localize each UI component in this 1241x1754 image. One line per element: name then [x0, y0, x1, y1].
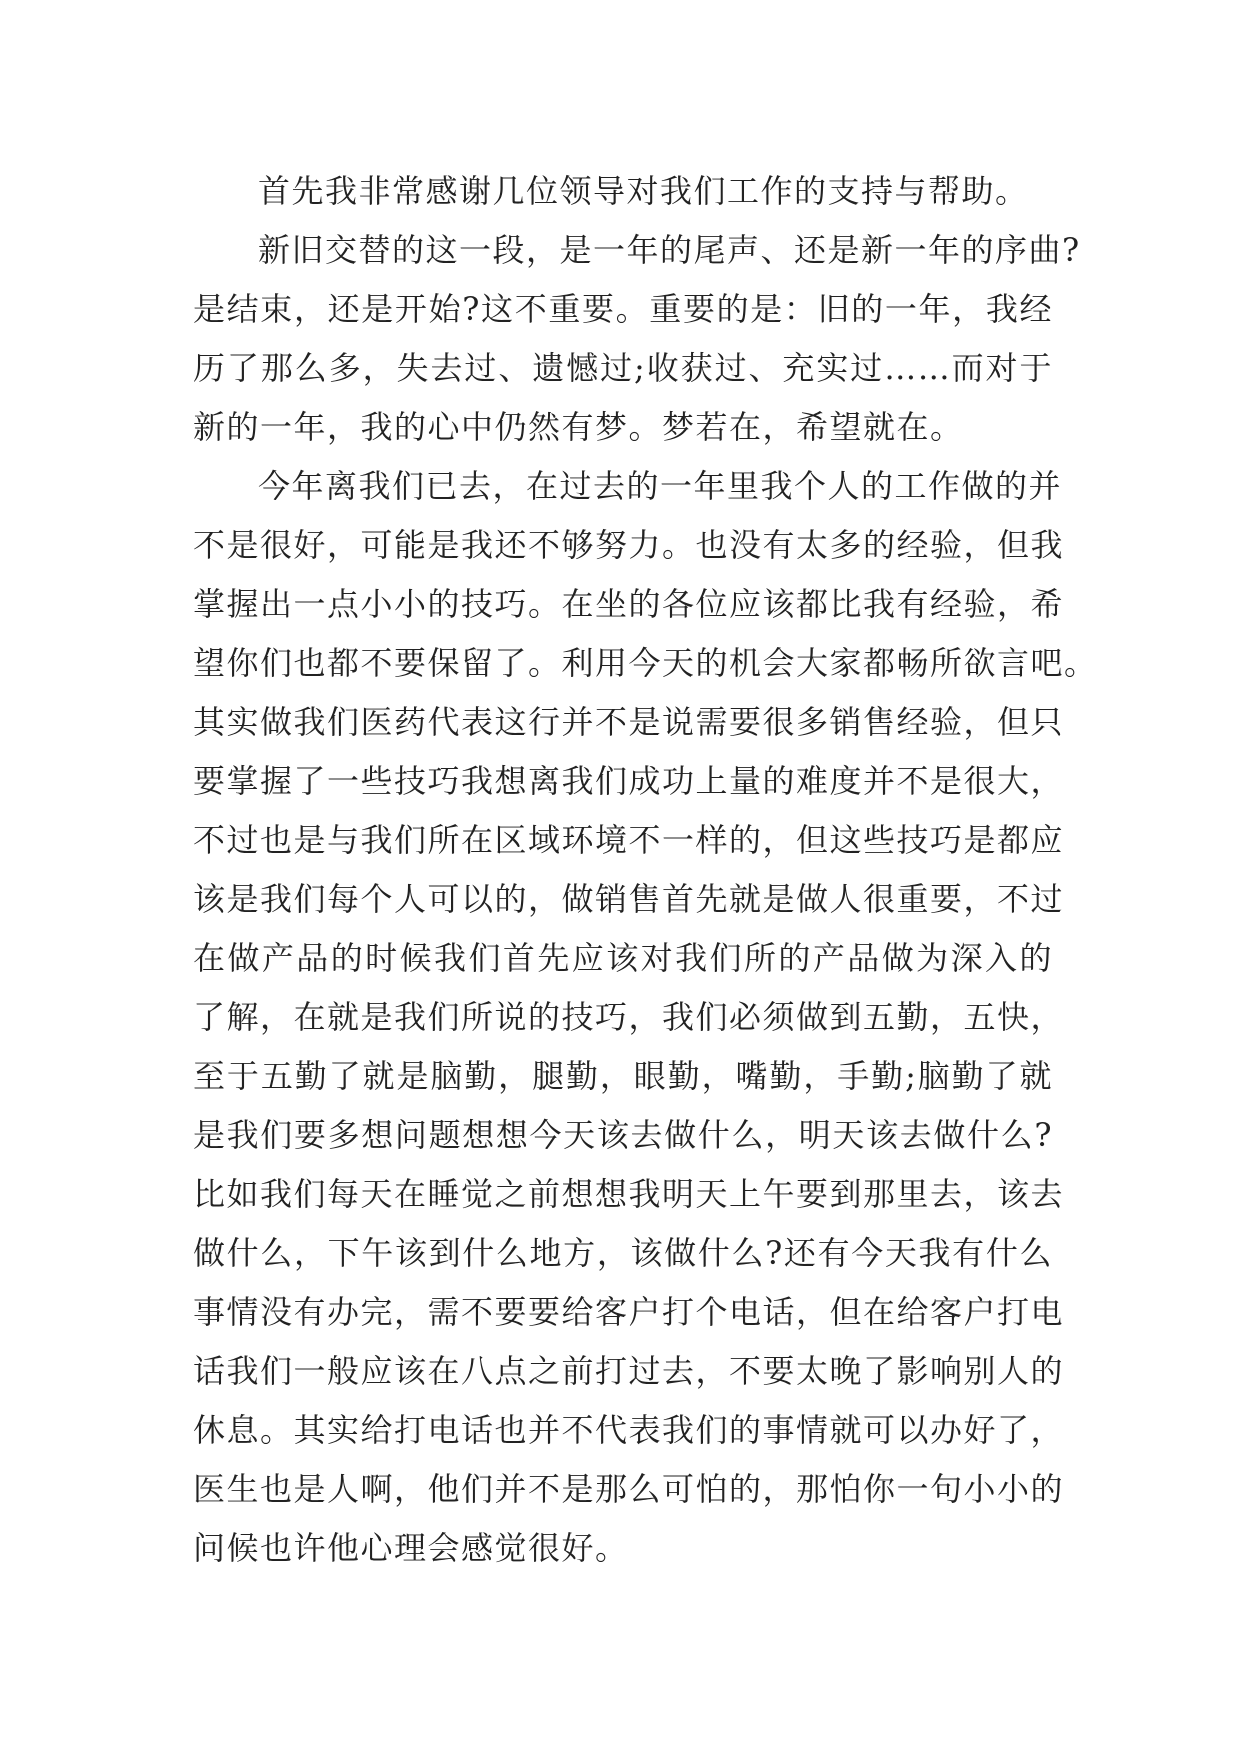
text-line: 话我们一般应该在八点之前打过去，不要太晚了影响别人的	[193, 1352, 1065, 1390]
text-line: 掌握出一点小小的技巧。在坐的各位应该都比我有经验，希	[193, 585, 1065, 623]
text-line: 今年离我们已去，在过去的一年里我个人的工作做的并	[258, 467, 1063, 505]
text-line: 问候也许他心理会感觉很好。	[193, 1529, 629, 1567]
text-line: 至于五勤了就是脑勤，腿勤，眼勤，嘴勤，手勤;脑勤了就	[193, 1057, 1053, 1095]
text-line: 首先我非常感谢几位领导对我们工作的支持与帮助。	[258, 172, 1029, 210]
text-line: 望你们也都不要保留了。利用今天的机会大家都畅所欲言吧。	[193, 644, 1098, 682]
text-line: 比如我们每天在睡觉之前想想我明天上午要到那里去，该去	[193, 1175, 1065, 1213]
text-line: 该是我们每个人可以的，做销售首先就是做人很重要，不过	[193, 880, 1065, 918]
text-line: 事情没有办完，需不要要给客户打个电话，但在给客户打电	[193, 1293, 1065, 1331]
text-line: 在做产品的时候我们首先应该对我们所的产品做为深入的	[193, 939, 1053, 977]
text-line: 了解，在就是我们所说的技巧，我们必须做到五勤，五快，	[193, 998, 1065, 1036]
text-line: 不是很好，可能是我还不够努力。也没有太多的经验，但我	[193, 526, 1065, 564]
text-line: 新旧交替的这一段，是一年的尾声、还是新一年的序曲?	[258, 231, 1081, 269]
text-line: 医生也是人啊，他们并不是那么可怕的，那怕你一句小小的	[193, 1470, 1065, 1508]
text-line: 新的一年，我的心中仍然有梦。梦若在，希望就在。	[193, 408, 964, 446]
text-line: 做什么，下午该到什么地方，该做什么?还有今天我有什么	[193, 1234, 1053, 1272]
text-line: 是结束，还是开始?这不重要。重要的是：旧的一年，我经	[193, 290, 1053, 328]
text-line: 是我们要多想问题想想今天该去做什么，明天该去做什么?	[193, 1116, 1053, 1154]
text-line: 要掌握了一些技巧我想离我们成功上量的难度并不是很大，	[193, 762, 1065, 800]
text-line: 不过也是与我们所在区域环境不一样的，但这些技巧是都应	[193, 821, 1065, 859]
text-line: 休息。其实给打电话也并不代表我们的事情就可以办好了，	[193, 1411, 1065, 1449]
text-line: 其实做我们医药代表这行并不是说需要很多销售经验，但只	[193, 703, 1065, 741]
text-line: 历了那么多，失去过、遗憾过;收获过、充实过……而对于	[193, 349, 1053, 387]
body-text	[193, 162, 1098, 1578]
